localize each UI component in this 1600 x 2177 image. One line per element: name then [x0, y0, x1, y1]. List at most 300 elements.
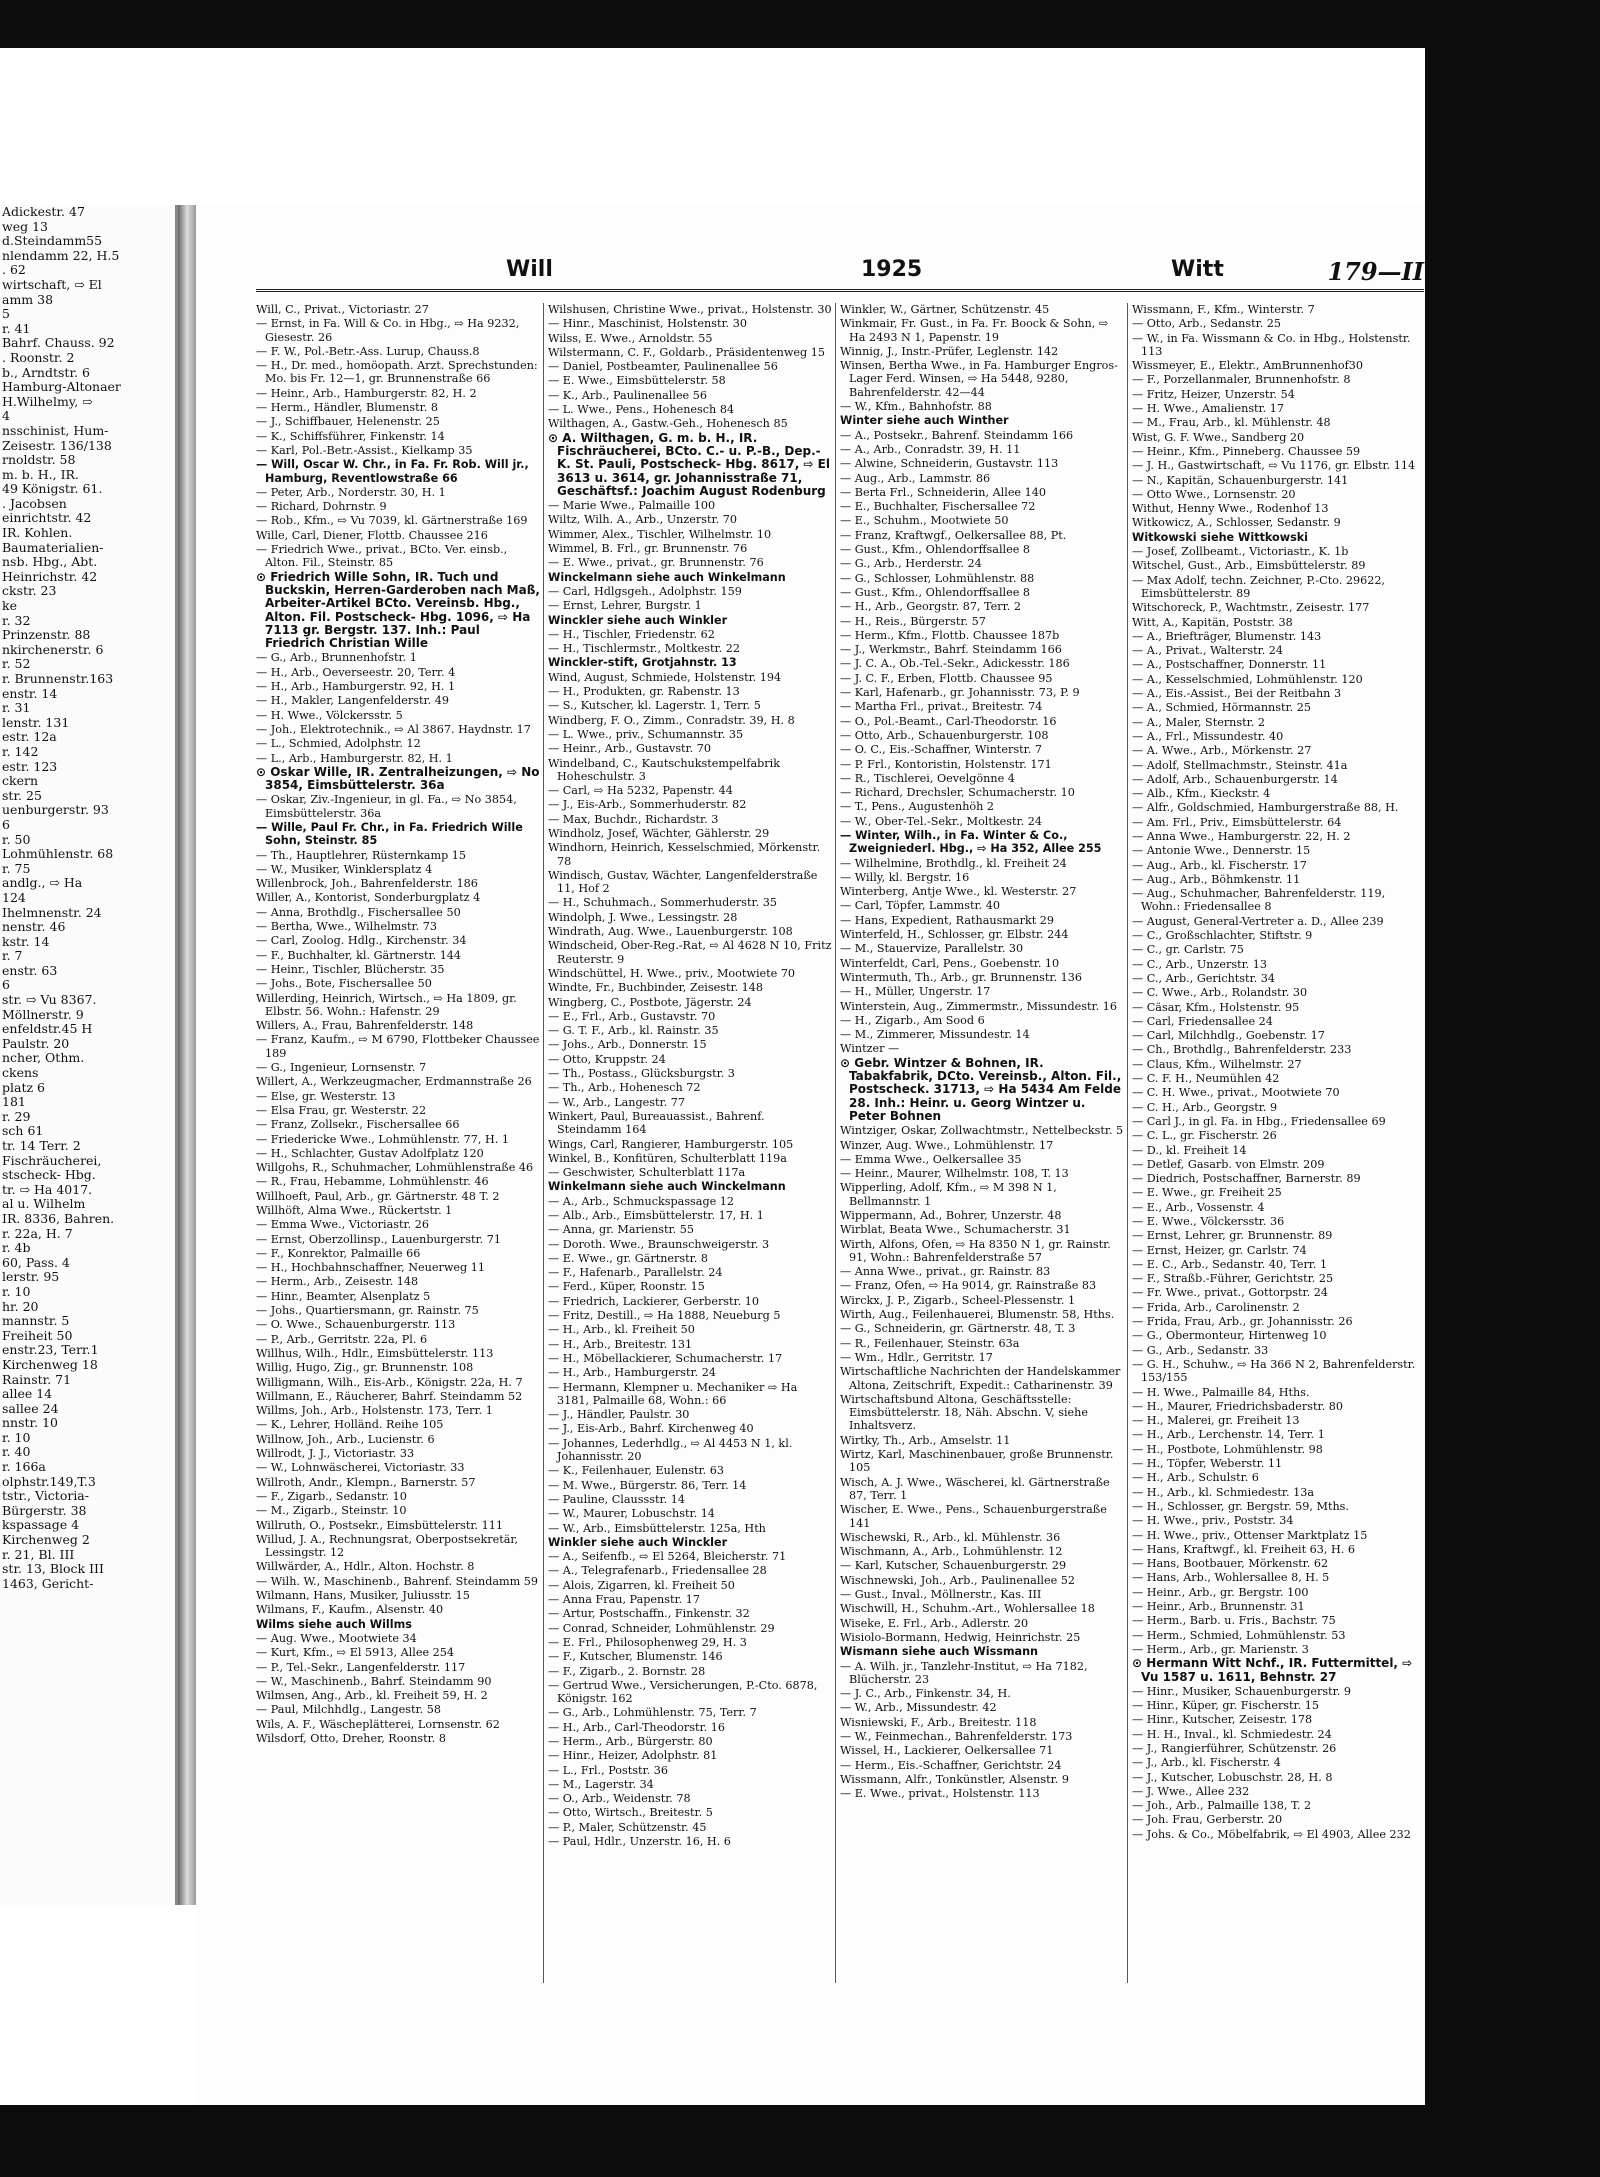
left-page-text-fragment: weg 13 [2, 218, 48, 234]
directory-entry: — H., Müller, Ungerstr. 17 [840, 985, 991, 999]
left-page-text-fragment: stscheck- Hbg. [2, 1167, 96, 1183]
directory-entry: — Aug., Schuhmacher, Bahrenfelderstr. 119, Wohn.: Friedensallee 8 [1132, 887, 1386, 914]
directory-entry: — H. Wwe., Amalienstr. 17 [1132, 402, 1285, 416]
directory-entry: — Richard, Drechsler, Schumacherstr. 10 [840, 786, 1075, 800]
left-page-text-fragment: Ihelmnenstr. 24 [2, 904, 102, 920]
directory-entry: — C. F. H., Neumühlen 42 [1132, 1072, 1280, 1086]
left-page-text-fragment: r. 41 [2, 320, 31, 336]
directory-entry: Winckler siehe auch Winkler [548, 613, 728, 627]
directory-entry: — H., Töpfer, Weberstr. 11 [1132, 1457, 1283, 1471]
directory-entry: Willmann, E., Räucherer, Bahrf. Steindamm 52 [256, 1389, 523, 1403]
directory-column-2 [548, 303, 832, 1983]
directory-entry: — Alb., Arb., Eimsbüttelerstr. 17, H. 1 [548, 1209, 764, 1222]
directory-entry: — H., Schlachter, Gustav Adolfplatz 120 [256, 1146, 484, 1160]
directory-entry: — K., Arb., Paulinenallee 56 [548, 388, 707, 402]
column-divider [543, 303, 544, 1983]
directory-entry: — O., Arb., Weidenstr. 78 [548, 1792, 691, 1806]
directory-entry: — A., Maler, Sternstr. 2 [1132, 715, 1265, 729]
left-page-text-fragment: sallee 24 [2, 1400, 59, 1416]
directory-entry: Wirckx, J. P., Zigarb., Scheel-Plessenstr. 1 [840, 1293, 1076, 1307]
directory-entry: — P. Frl., Kontoristin, Holstenstr. 171 [840, 757, 1052, 771]
directory-entry: Willhus, Wilh., Hdlr., Eimsbüttelerstr. 113 [256, 1346, 494, 1360]
directory-entry: Wintermuth, Th., Arb., gr. Brunnenstr. 136 [840, 970, 1082, 984]
directory-entry: — Joh., Arb., Palmaille 138, T. 2 [1132, 1799, 1312, 1813]
directory-entry: — Elsa Frau, gr. Westerstr. 22 [256, 1103, 427, 1117]
directory-entry: — Emma Wwe., Oelkersallee 35 [840, 1152, 1022, 1166]
directory-entry: — H., Arb., kl. Freiheit 50 [548, 1323, 695, 1337]
directory-entry: — C. Wwe., Arb., Rolandstr. 30 [1132, 986, 1308, 1000]
directory-entry: — Adolf, Stellmachmstr., Steinstr. 41a [1132, 758, 1348, 772]
directory-entry: — M., Zimmerer, Missundestr. 14 [840, 1028, 1030, 1042]
directory-entry: Wissmann, Alfr., Tonkünstler, Alsenstr. 9 [840, 1772, 1069, 1786]
left-page-text-fragment: tr. ⇨ Ha 4017. [2, 1181, 93, 1197]
left-page-text-fragment: Bürgerstr. 38 [2, 1502, 87, 1518]
directory-entry: Winterfeldt, Carl, Pens., Goebenstr. 10 [840, 956, 1060, 970]
directory-entry: — R., Frau, Hebamme, Lohmühlenstr. 46 [256, 1175, 489, 1189]
directory-entry: — Ernst, in Fa. Will & Co. in Hbg., ⇨ Ha 9232, Giesestr. 26 [256, 317, 520, 344]
directory-entry: Wiltz, Wilh. A., Arb., Unzerstr. 70 [548, 513, 737, 527]
directory-entry: — Doroth. Wwe., Braunschweigerstr. 3 [548, 1237, 770, 1251]
directory-entry: — Geschwister, Schulterblatt 117a [548, 1166, 746, 1180]
directory-entry: — Diedrich, Postschaffner, Barnerstr. 89 [1132, 1172, 1361, 1186]
directory-entry: — R., Tischlerei, Oevelgönne 4 [840, 771, 1015, 785]
left-page-text-fragment: ckstr. 23 [2, 583, 57, 599]
directory-entry: — Anna, Brothdlg., Fischersallee 50 [256, 905, 461, 919]
directory-entry: Wisniewski, F., Arb., Breitestr. 118 [840, 1715, 1037, 1729]
directory-entry: — J., Händler, Paulstr. 30 [548, 1408, 690, 1422]
left-page-text-fragment: H.Wilhelmy, ⇨ [2, 393, 93, 409]
directory-entry: — Winter, Wilh., in Fa. Winter & Co., Zweigniederl. Hbg., ⇨ Ha 352, Allee 255 [840, 828, 1102, 856]
directory-entry: — A., Arb., Schmuckspassage 12 [548, 1194, 735, 1208]
left-page-text-fragment: Fischräucherei, [2, 1152, 102, 1168]
directory-entry: — Marie Wwe., Palmaille 100 [548, 499, 716, 513]
directory-entry: Witt, A., Kapitän, Poststr. 38 [1132, 615, 1293, 629]
directory-entry: — C. H., Arb., Georgstr. 9 [1132, 1100, 1278, 1114]
directory-entry: — Herm., Barb. u. Fris., Bachstr. 75 [1132, 1614, 1336, 1628]
directory-entry: — W., Kfm., Bahnhofstr. 88 [840, 400, 992, 414]
directory-entry: Wimmel, B. Frl., gr. Brunnenstr. 76 [548, 542, 748, 556]
directory-entry: — Joh. Frau, Gerberstr. 20 [1132, 1813, 1283, 1827]
directory-entry: — Ferd., Küper, Roonstr. 15 [548, 1280, 705, 1294]
directory-entry: Wiseke, E. Frl., Arb., Adlerstr. 20 [840, 1616, 1029, 1630]
directory-entry: Windelband, C., Kautschukstempelfabrik Hoheschulstr. 3 [548, 756, 781, 783]
directory-entry: — H., Maurer, Friedrichsbaderstr. 80 [1132, 1399, 1343, 1413]
directory-entry: Windschüttel, H. Wwe., priv., Mootwiete 70 [548, 966, 796, 980]
left-page-text-fragment: 49 Königstr. 61. [2, 481, 103, 497]
directory-entry: — Hinr., Kutscher, Zeisestr. 178 [1132, 1713, 1313, 1727]
left-page-text-fragment: lenstr. 131 [2, 714, 70, 730]
book-gutter [178, 205, 196, 1905]
directory-entry: — Anna Wwe., Hamburgerstr. 22, H. 2 [1132, 829, 1351, 843]
directory-entry: — G., Schlosser, Lohmühlenstr. 88 [840, 571, 1035, 585]
directory-entry: — M. Wwe., Bürgerstr. 86, Terr. 14 [548, 1478, 747, 1492]
directory-entry: — Hinr., Beamter, Alsenplatz 5 [256, 1289, 431, 1303]
left-page-text-fragment: Rainstr. 71 [2, 1371, 72, 1387]
directory-entry: — H., Arb., Hamburgerstr. 92, H. 1 [256, 680, 456, 694]
directory-entry: — H., Arb., Schulstr. 6 [1132, 1471, 1259, 1485]
directory-entry: — Wille, Paul Fr. Chr., in Fa. Friedrich Wille Sohn, Steinstr. 85 [256, 820, 523, 848]
left-page-text-fragment: r. 52 [2, 656, 31, 672]
directory-entry: Willrodt, J. J., Victoriastr. 33 [256, 1447, 415, 1461]
directory-entry: — Wilhelmine, Brothdlg., kl. Freiheit 24 [840, 856, 1067, 870]
directory-entry: — Ch., Brothdlg., Bahrenfelderstr. 233 [1132, 1043, 1352, 1057]
left-page-text-fragment: d.Steindamm55 [2, 233, 103, 249]
directory-entry: Wirtschaftliche Nachrichten der Handelskammer Altona, Zeitschrift, Expedit.: Catharinenstr. 39 [840, 1365, 1121, 1392]
directory-entry: Wirblat, Beata Wwe., Schumacherstr. 31 [840, 1223, 1071, 1237]
left-page-text-fragment: nkirchenerstr. 6 [2, 641, 104, 657]
directory-entry: — H., Arb., Georgstr. 87, Terr. 2 [840, 600, 1021, 614]
left-page-fragment [0, 205, 178, 1905]
left-page-text-fragment: r. 21, Bl. III [2, 1546, 75, 1562]
left-page-text-fragment: kspassage 4 [2, 1517, 80, 1533]
directory-entry: — Ernst, Lehrer, gr. Brunnenstr. 89 [1132, 1229, 1333, 1243]
directory-entry: — H., Arb., Hamburgerstr. 24 [548, 1366, 717, 1380]
directory-entry: — Antonie Wwe., Dennerstr. 15 [1132, 844, 1311, 858]
directory-entry: Wirtky, Th., Arb., Amselstr. 11 [840, 1433, 1011, 1447]
left-page-text-fragment: str. 13, Block III [2, 1561, 104, 1577]
left-page-text-fragment: r. 50 [2, 831, 31, 847]
directory-entry: — Herm., Arb., gr. Marienstr. 3 [1132, 1642, 1309, 1656]
directory-entry: Witschoreck, P., Wachtmstr., Zeisestr. 177 [1132, 601, 1370, 615]
left-page-text-fragment: einrichtstr. 42 [2, 510, 92, 526]
directory-entry: — F., Konrektor, Palmaille 66 [256, 1246, 421, 1260]
directory-entry: — O. Wwe., Schauenburgerstr. 113 [256, 1318, 456, 1332]
directory-entry: — W., Maurer, Lobuschstr. 14 [548, 1507, 715, 1521]
directory-entry: — C., Arb., Gerichtstr. 34 [1132, 971, 1275, 985]
directory-entry: — H. H., Inval., kl. Schmiedestr. 24 [1132, 1727, 1332, 1741]
directory-entry: Windholz, Josef, Wächter, Gählerstr. 29 [548, 826, 770, 840]
directory-entry: — Willy, kl. Bergstr. 16 [840, 870, 970, 884]
directory-entry: — Emma Wwe., Victoriastr. 26 [256, 1218, 429, 1232]
directory-entry: ⊙ A. Wilthagen, G. m. b. H., IR. Fischräucherei, BCto. C.- u. P.-B., Dep.-K. St. Pauli, Postscheck- Hbg. 8617, ⇨ El 3613 u. 3614, gr. Johannisstraße 71, Geschäftsf.: Joachim August Rodenburg [548, 430, 830, 498]
left-page-text-fragment: r. 75 [2, 860, 31, 876]
left-page-text-fragment: Adickestr. 47 [2, 205, 85, 219]
directory-entry: — Carl, Zoolog. Hdlg., Kirchenstr. 34 [256, 934, 467, 948]
directory-entry: — Franz, Kraftwgf., Oelkersallee 88, Pt. [840, 528, 1067, 542]
directory-entry: — P., Arb., Gerritstr. 22a, Pl. 6 [256, 1332, 428, 1346]
left-page-text-fragment: 6 [2, 977, 10, 993]
directory-entry: Wirth, Alfons, Ofen, ⇨ Ha 8350 N 1, gr. Rainstr. 91, Wohn.: Bahrenfelderstraße 57 [840, 1237, 1111, 1264]
directory-entry: — A., Postschaffner, Donnerstr. 11 [1132, 658, 1327, 672]
directory-entry: Winterberg, Antje Wwe., kl. Westerstr. 27 [840, 885, 1077, 899]
directory-entry: — H. Wwe., priv., Ottenser Marktplatz 15 [1132, 1528, 1368, 1542]
left-page-text-fragment: r. 10 [2, 1429, 31, 1445]
directory-entry: — G. T. F., Arb., kl. Rainstr. 35 [548, 1024, 719, 1038]
directory-entry: — H., Tischler, Friedenstr. 62 [548, 627, 715, 641]
left-page-text-fragment: al u. Wilhelm [2, 1196, 86, 1212]
left-page-text-fragment: Heinrichstr. 42 [2, 568, 98, 584]
directory-entry: Wilstermann, C. F., Goldarb., Präsidentenweg 15 [548, 345, 826, 359]
directory-entry: — J., Schiffbauer, Helenenstr. 25 [256, 415, 440, 429]
left-page-text-fragment: Paulstr. 20 [2, 1035, 70, 1051]
directory-entry: Wintziger, Oskar, Zollwachtmstr., Nettelbeckstr. 5 [840, 1124, 1124, 1138]
directory-entry: — Aug., Arb., Lammstr. 86 [840, 471, 991, 485]
directory-entry: — R., Feilenhauer, Steinstr. 63a [840, 1336, 1020, 1350]
directory-entry: Winter siehe auch Winther [840, 414, 1009, 428]
directory-entry: — G., Ingenieur, Lornsenstr. 7 [256, 1061, 427, 1075]
directory-entry: — Friedericke Wwe., Lohmühlenstr. 77, H. 1 [256, 1132, 509, 1146]
directory-entry: ⊙ Friedrich Wille Sohn, IR. Tuch und Buckskin, Herren-Garderoben nach Maß, Arbeiter-Artikel BCto. Vereinsb. Hbg., Alton. Fil. Postscheck- Hbg. 1096, ⇨ Ha 7113 gr. Bergstr. 137. Inh.: Paul Friedrich Christian Wille [256, 569, 540, 651]
directory-entry: — Otto, Kruppstr. 24 [548, 1052, 666, 1066]
directory-entry: — Th., Hauptlehrer, Rüsternkamp 15 [256, 848, 467, 862]
directory-entry: ⊙ Gebr. Wintzer & Bohnen, IR. Tabakfabrik, DCto. Vereinsb., Alton. Fil., Postscheck. 31713, ⇨ Ha 5434 Am Felde 28. Inh.: Heinr. u. Georg Wintzer u. Peter Bohnen [840, 1055, 1122, 1123]
directory-entry: Windrath, Aug. Wwe., Lauenburgerstr. 108 [548, 925, 793, 939]
directory-entry: — A., Eis.-Assist., Bei der Reitbahn 3 [1132, 687, 1342, 701]
left-page-text-fragment: 1463, Gericht- [2, 1575, 94, 1591]
left-page-text-fragment: ncher, Othm. [2, 1050, 85, 1066]
left-page-text-fragment: str. ⇨ Vu 8367. [2, 992, 97, 1008]
directory-entry: Windolph, J. Wwe., Lessingstr. 28 [548, 910, 738, 924]
directory-entry: — Franz, Zollsekr., Fischersallee 66 [256, 1118, 460, 1132]
directory-entry: Winkert, Paul, Bureauassist., Bahrenf. Steindamm 164 [548, 1109, 765, 1137]
left-page-text-fragment: olphstr.149,T.3 [2, 1473, 96, 1489]
scan-border-top [0, 0, 1600, 48]
directory-entry: Wismann siehe auch Wissmann [840, 1645, 1039, 1659]
directory-entry: — J. Wwe., Allee 232 [1132, 1784, 1250, 1798]
directory-entry: — F., Straßb.-Führer, Gerichtstr. 25 [1132, 1272, 1334, 1286]
directory-entry: — Gust., Kfm., Ohlendorffsallee 8 [840, 543, 1031, 557]
left-page-text-fragment: Möllnerstr. 9 [2, 1006, 84, 1022]
directory-entry: — H., Tischlermstr., Moltkestr. 22 [548, 642, 740, 656]
directory-entry: — Otto Wwe., Lornsenstr. 20 [1132, 487, 1296, 501]
directory-entry: — O., Pol.-Beamt., Carl-Theodorstr. 16 [840, 714, 1057, 728]
directory-entry: — Carl, ⇨ Ha 5232, Papenstr. 44 [548, 784, 733, 798]
directory-entry: — Hinr., Heizer, Adolphstr. 81 [548, 1749, 718, 1763]
directory-entry: — H. Wwe., priv., Poststr. 34 [1132, 1514, 1294, 1528]
directory-entry: — H., Postbote, Lohmühlenstr. 98 [1132, 1442, 1323, 1456]
directory-entry: — S., Kutscher, kl. Lagerstr. 1, Terr. 5 [548, 699, 761, 713]
directory-entry: — F., Buchhalter, kl. Gärtnerstr. 144 [256, 948, 462, 962]
directory-entry: — Wm., Hdlr., Gerritstr. 17 [840, 1350, 993, 1364]
directory-entry: Wischnewski, Joh., Arb., Paulinenallee 52 [840, 1573, 1076, 1587]
directory-entry: — H. Wwe., Völckersstr. 5 [256, 708, 403, 722]
left-page-text-fragment: . Roonstr. 2 [2, 349, 75, 365]
left-page-text-fragment: IR. 8336, Bahren. [2, 1210, 115, 1226]
directory-entry: — Otto, Arb., Schauenburgerstr. 108 [840, 728, 1049, 742]
directory-entry: — E. Wwe., Völckersstr. 36 [1132, 1215, 1285, 1228]
left-page-text-fragment: IR. Kohlen. [2, 525, 73, 541]
directory-entry: — Herm., Kfm., Flottb. Chaussee 187b [840, 628, 1060, 642]
directory-entry: — L., Schmied, Adolphstr. 12 [256, 737, 421, 751]
directory-entry: — L. Wwe., priv., Schumannstr. 35 [548, 727, 744, 741]
directory-entry: Winnig, J., Instr.-Prüfer, Leglenstr. 142 [840, 344, 1059, 358]
directory-entry: — K., Lehrer, Holländ. Reihe 105 [256, 1418, 444, 1432]
directory-entry: ⊙ Oskar Wille, IR. Zentralheizungen, ⇨ No 3854, Eimsbüttelerstr. 36a [256, 764, 540, 793]
left-page-text-fragment: r. 31 [2, 700, 31, 716]
directory-entry: — W., Arb., Eimsbüttelerstr. 125a, Hth [548, 1521, 766, 1535]
left-page-text-fragment: 5 [2, 306, 10, 322]
page-header [256, 255, 1424, 292]
directory-entry: — H., Schuhmach., Sommerhuderstr. 35 [548, 896, 777, 910]
directory-entry: — Max, Buchdr., Richardstr. 3 [548, 812, 719, 826]
directory-entry: — Will, Oscar W. Chr., in Fa. Fr. Rob. Will jr., Hamburg, Reventlowstraße 66 [256, 458, 529, 485]
directory-entry: — W., Musiker, Winklersplatz 4 [256, 862, 433, 876]
directory-entry: — F., Porzellanmaler, Brunnenhofstr. 8 [1132, 373, 1351, 387]
directory-entry: — Hans, Bootbauer, Mörkenstr. 62 [1132, 1557, 1329, 1571]
left-page-text-fragment: Prinzenstr. 88 [2, 627, 91, 643]
directory-entry: — Johs., Bote, Fischersallee 50 [256, 977, 432, 991]
directory-entry: — Max Adolf, techn. Zeichner, P.-Cto. 29622, Eimsbüttelerstr. 89 [1132, 573, 1385, 600]
directory-entry: — Berta Frl., Schneiderin, Allee 140 [840, 485, 1046, 499]
left-page-text-fragment: allee 14 [2, 1386, 53, 1402]
directory-entry: — H., Reis., Bürgerstr. 57 [840, 614, 986, 628]
directory-entry: — A. Wwe., Arb., Mörkenstr. 27 [1132, 744, 1312, 758]
directory-entry: Willms, Joh., Arb., Holstenstr. 173, Terr. 1 [256, 1404, 493, 1418]
directory-entry: — J. H., Gastwirtschaft, ⇨ Vu 1176, gr. Elbstr. 114 [1132, 459, 1416, 473]
directory-entry: Willenbrock, Joh., Bahrenfelderstr. 186 [256, 877, 478, 891]
column-divider [1127, 303, 1128, 1983]
directory-entry: — Aug. Wwe., Mootwiete 34 [256, 1631, 417, 1645]
left-page-text-fragment: . Jacobsen [2, 495, 67, 511]
directory-entry: Wilthagen, A., Gastw.-Geh., Hohenesch 85 [548, 417, 788, 431]
directory-entry: — Carl J., in gl. Fa. in Hbg., Friedensallee 69 [1132, 1114, 1386, 1128]
directory-entry: — Friedrich Wwe., privat., BCto. Ver. einsb., Alton. Fil., Steinstr. 85 [256, 543, 508, 570]
directory-entry: Wischmann, A., Arb., Lohmühlenstr. 12 [840, 1545, 1063, 1559]
left-page-text-fragment: Freiheit 50 [2, 1327, 73, 1343]
directory-entry: Willer, A., Kontorist, Sonderburgplatz 4 [256, 891, 481, 905]
directory-entry: — Aug., Arb., Böhmkenstr. 11 [1132, 872, 1301, 886]
directory-entry: — P., Tel.-Sekr., Langenfelderstr. 117 [256, 1660, 466, 1674]
directory-entry: — K., Feilenhauer, Eulenstr. 63 [548, 1464, 724, 1478]
left-page-text-fragment: tr. 14 Terr. 2 [2, 1138, 81, 1153]
directory-entry: Wind, August, Schmiede, Holstenstr. 194 [548, 670, 782, 684]
directory-entry: — Johannes, Lederhdlg., ⇨ Al 4453 N 1, kl. Johannisstr. 20 [548, 1436, 793, 1464]
left-page-text-fragment: hr. 20 [2, 1298, 39, 1314]
directory-entry: — Carl, Friedensallee 24 [1132, 1014, 1273, 1028]
directory-entry: — F. W., Pol.-Betr.-Ass. Lurup, Chauss.8 [256, 344, 480, 358]
directory-entry: — Heinr., Arb., gr. Bergstr. 100 [1132, 1585, 1309, 1599]
directory-entry: — A., Briefträger, Blumenstr. 143 [1132, 629, 1322, 643]
directory-entry: Wingberg, C., Postbote, Jägerstr. 24 [548, 995, 752, 1009]
left-page-text-fragment: r. 32 [2, 612, 31, 628]
directory-entry: — Paul, Hdlr., Unzerstr. 16, H. 6 [548, 1835, 731, 1849]
directory-entry: Windte, Fr., Buchbinder, Zeisestr. 148 [548, 981, 764, 995]
directory-entry: Wilmsen, Ang., Arb., kl. Freiheit 59, H. 2 [256, 1689, 488, 1703]
left-page-text-fragment: mannstr. 5 [2, 1313, 70, 1329]
directory-entry: — Bertha, Wwe., Wilhelmstr. 73 [256, 920, 437, 934]
directory-entry: Willhoeft, Paul, Arb., gr. Gärtnerstr. 48 T. 2 [256, 1189, 500, 1203]
directory-entry: — H., Arb., kl. Schmiedestr. 13a [1132, 1485, 1314, 1499]
directory-entry: — Anna Frau, Papenstr. 17 [548, 1593, 700, 1607]
directory-entry: — W., Arb., Langestr. 77 [548, 1095, 685, 1109]
directory-page [196, 205, 1425, 2105]
left-page-text-fragment: nlendamm 22, H.5 [2, 247, 120, 263]
directory-entry: — Frida, Arb., Carolinenstr. 2 [1132, 1300, 1300, 1314]
directory-entry: Windhorn, Heinrich, Kesselschmied, Mörkenstr. 78 [548, 841, 821, 868]
left-page-text-fragment: r. 166a [2, 1459, 46, 1475]
directory-entry: — H., Produkten, gr. Rabenstr. 13 [548, 685, 740, 699]
directory-entry: — E. C., Arb., Sedanstr. 40, Terr. 1 [1132, 1257, 1328, 1271]
directory-entry: — Ernst, Oberzollinsp., Lauenburgerstr. 71 [256, 1232, 501, 1246]
left-page-text-fragment: 124 [2, 889, 26, 905]
directory-entry: — F., Zigarb., Sedanstr. 10 [256, 1489, 407, 1503]
directory-entry: Witkowski siehe Wittkowski [1132, 530, 1309, 544]
directory-entry: — W., Maschinenb., Bahrf. Steindamm 90 [256, 1674, 492, 1688]
directory-entry: — Kurt, Kfm., ⇨ El 5913, Allee 254 [256, 1646, 454, 1660]
directory-entry: — G. H., Schuhw., ⇨ Ha 366 N 2, Bahrenfelderstr. 153/155 [1132, 1357, 1416, 1385]
scan-border-right [1425, 0, 1600, 2177]
directory-entry: — Fritz, Destill., ⇨ Ha 1888, Neueburg 5 [548, 1309, 781, 1323]
directory-entry: — O. C., Eis.-Schaffner, Winterstr. 7 [840, 743, 1042, 757]
left-page-text-fragment: enstr. 63 [2, 962, 58, 978]
directory-entry: — Herm., Eis.-Schaffner, Gerichtstr. 24 [840, 1758, 1062, 1772]
directory-entry: — Th., Arb., Hohenesch 72 [548, 1081, 701, 1095]
directory-entry: — C., Arb., Unzerstr. 13 [1132, 957, 1268, 971]
directory-entry: Wirtschaftsbund Altona, Geschäftsstelle: Eimsbüttelerstr. 18, Näh. Abschn. V, siehe Inhaltsverz. [840, 1392, 1088, 1433]
left-page-text-fragment: rnoldstr. 58 [2, 452, 76, 468]
directory-entry: — Hinr., Maschinist, Holstenstr. 30 [548, 317, 747, 331]
left-page-text-fragment: r. Brunnenstr.163 [2, 671, 114, 686]
left-page-text-fragment: platz 6 [2, 1079, 45, 1095]
directory-entry: — F., Hafenarb., Parallelstr. 24 [548, 1266, 723, 1280]
left-page-text-fragment: enfeldstr.45 H [2, 1021, 93, 1037]
left-page-text-fragment: wirtschaft, ⇨ El [2, 276, 102, 292]
directory-entry: — J., Arb., kl. Fischerstr. 4 [1132, 1756, 1281, 1770]
left-page-text-fragment: Zeisestr. 136/138 [2, 437, 112, 453]
directory-entry: — Aug., Arb., kl. Fischerstr. 17 [1132, 858, 1307, 872]
page-number: 179—II [1327, 257, 1424, 286]
directory-entry: — C., gr. Carlstr. 75 [1132, 943, 1244, 957]
directory-entry: — Heinr., Arb., Brunnenstr. 31 [1132, 1600, 1305, 1614]
directory-entry: — Hans, Expedient, Rathausmarkt 29 [840, 913, 1055, 927]
directory-entry: — Gertrud Wwe., Versicherungen, P.-Cto. 6878, Königstr. 162 [548, 1678, 818, 1706]
directory-entry: Wirth, Aug., Feilenhauerei, Blumenstr. 58, Hths. [840, 1308, 1115, 1322]
left-page-text-fragment: Lohmühlenstr. 68 [2, 846, 114, 862]
header-year: 1925 [861, 257, 923, 282]
directory-entry: — Herm., Arb., Zeisestr. 148 [256, 1275, 419, 1289]
left-page-text-fragment: kstr. 14 [2, 933, 50, 949]
directory-entry: — Heinr., Maurer, Wilhelmstr. 108, T. 13 [840, 1167, 1069, 1181]
directory-entry: Winckler-stift, Grotjahnstr. 13 [548, 656, 737, 670]
directory-entry: — Pauline, Claussstr. 14 [548, 1492, 685, 1506]
directory-entry: — W., Arb., Missundestr. 42 [840, 1701, 997, 1715]
directory-entry: — H., Arb., Carl-Theodorstr. 16 [548, 1720, 725, 1734]
directory-entry: — L. Wwe., Pens., Hohenesch 84 [548, 403, 735, 417]
directory-entry: — T., Pens., Augustenhöh 2 [840, 800, 995, 814]
directory-entry: — Claus, Kfm., Wilhelmstr. 27 [1132, 1057, 1302, 1071]
directory-entry: — A., Kesselschmied, Lohmühlenstr. 120 [1132, 672, 1363, 686]
directory-column-3 [840, 303, 1124, 1983]
directory-entry: — Karl, Pol.-Betr.-Assist., Kielkamp 35 [256, 443, 473, 457]
left-page-text-fragment: str. 25 [2, 787, 42, 803]
directory-entry: Willerding, Heinrich, Wirtsch., ⇨ Ha 1809, gr. Elbstr. 56. Wohn.: Hafenstr. 29 [256, 991, 517, 1018]
directory-entry: — Alois, Zigarren, kl. Freiheit 50 [548, 1578, 735, 1592]
directory-entry: — E. Wwe., privat., Holstenstr. 113 [840, 1787, 1040, 1801]
directory-entry: Wings, Carl, Rangierer, Hamburgerstr. 105 [548, 1137, 794, 1151]
directory-entry: — H., Möbellackierer, Schumacherstr. 17 [548, 1351, 783, 1365]
directory-entry: — A., Telegrafenarb., Friedensallee 28 [548, 1564, 767, 1578]
directory-entry: — Johs., Arb., Donnerstr. 15 [548, 1038, 707, 1052]
directory-entry: — J. C., Arb., Finkenstr. 34, H. [840, 1687, 1011, 1701]
directory-entry: — H., Makler, Langenfelderstr. 49 [256, 694, 449, 708]
directory-entry: — Karl, Hafenarb., gr. Johannisstr. 73, P. 9 [840, 686, 1080, 700]
directory-entry: Willhöft, Alma Wwe., Rückertstr. 1 [256, 1204, 453, 1217]
directory-entry: — W., in Fa. Wissmann & Co. in Hbg., Holstenstr. 113 [1132, 331, 1411, 358]
directory-entry: Wimmer, Alex., Tischler, Wilhelmstr. 10 [548, 527, 772, 541]
directory-entry: Willgohs, R., Schuhmacher, Lohmühlenstraße 46 [256, 1161, 534, 1175]
directory-entry: — A., Postsekr., Bahrenf. Steindamm 166 [840, 428, 1074, 442]
directory-entry: Willroth, Andr., Klempn., Barnerstr. 57 [256, 1475, 476, 1489]
directory-entry: Windscheid, Ober-Reg.-Rat, ⇨ Al 4628 N 10, Fritz Reuterstr. 9 [548, 939, 832, 966]
directory-entry: — Herm., Händler, Blumenstr. 8 [256, 401, 438, 415]
directory-entry: — Am. Frl., Priv., Eimsbüttelerstr. 64 [1132, 815, 1342, 829]
left-page-text-fragment: amm 38 [2, 291, 54, 307]
directory-entry: — E. Frl., Philosophenweg 29, H. 3 [548, 1635, 747, 1649]
left-page-text-fragment: Kirchenweg 18 [2, 1356, 98, 1372]
directory-entry: — G., Arb., Herderstr. 24 [840, 557, 982, 571]
directory-entry: Willnow, Joh., Arb., Lucienstr. 6 [256, 1432, 435, 1446]
directory-entry: — E., Schuhm., Mootwiete 50 [840, 514, 1009, 528]
